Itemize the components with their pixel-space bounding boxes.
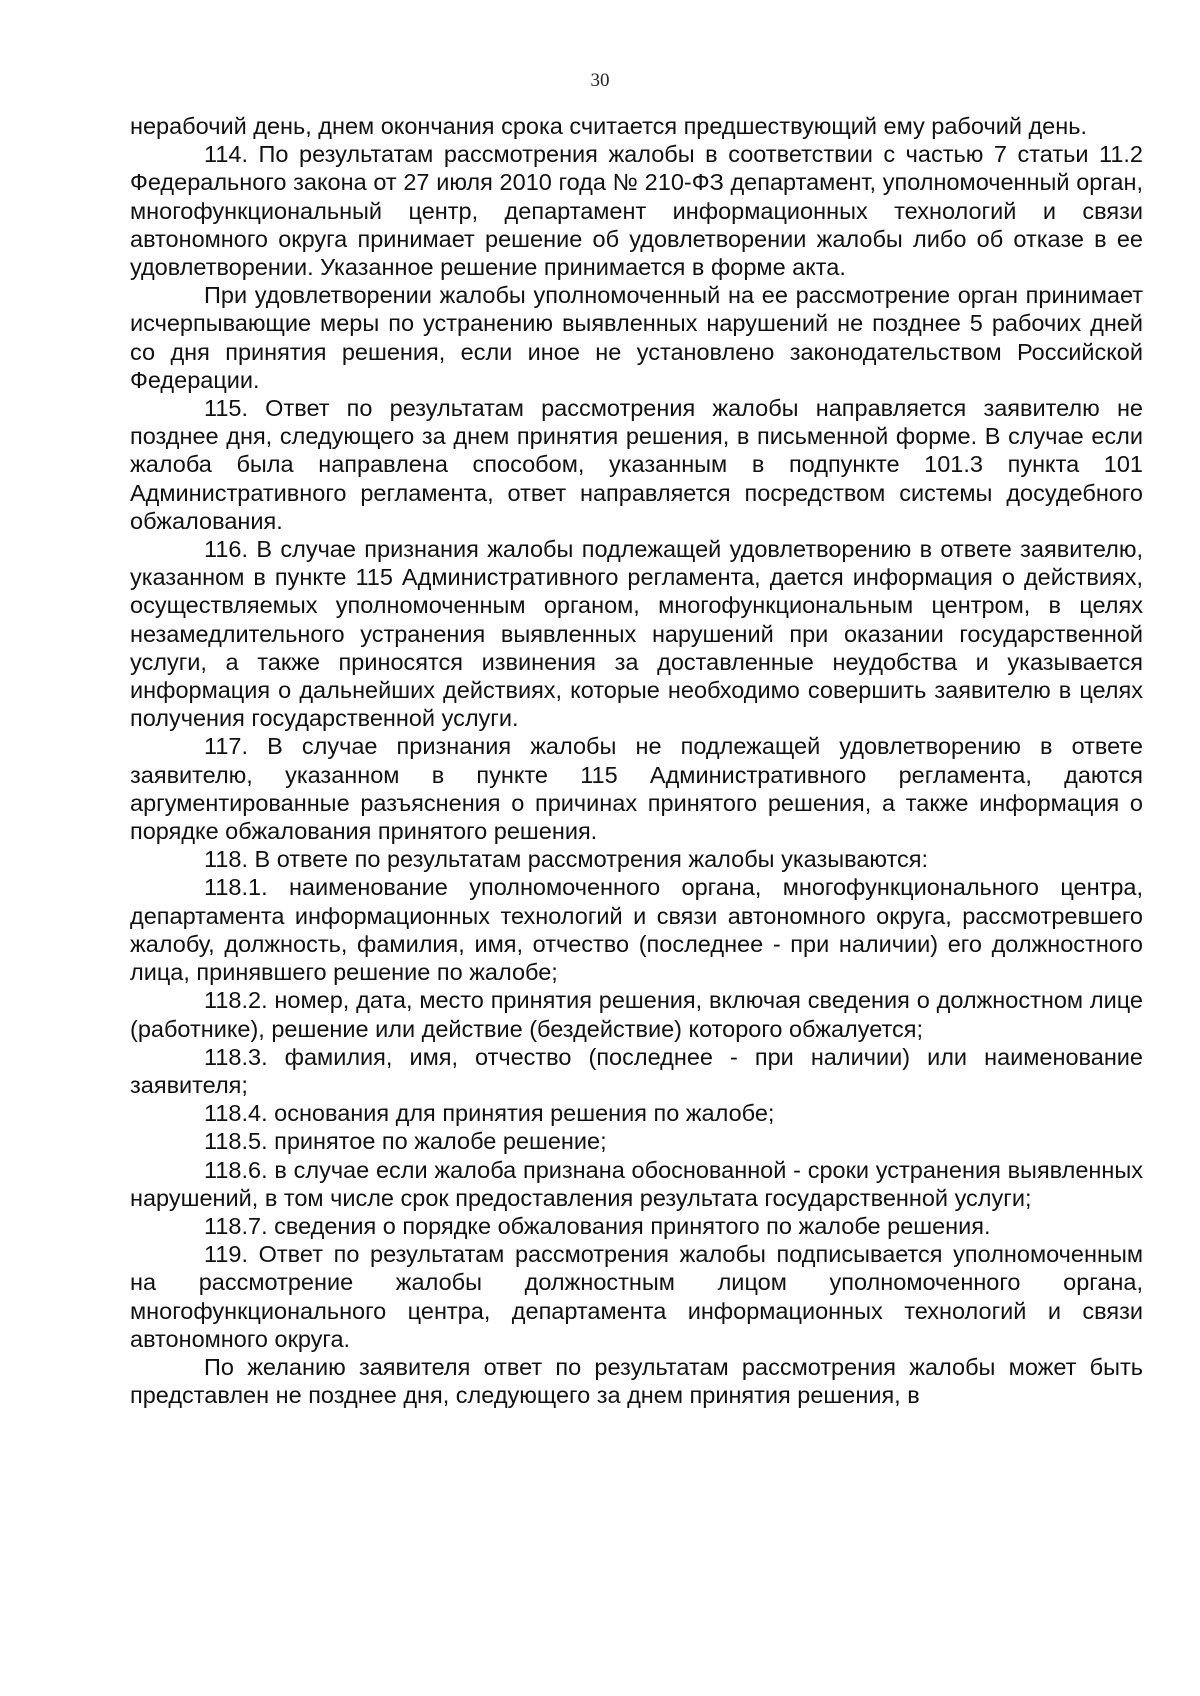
paragraph-114: 114. По результатам рассмотрения жалобы в соответствии с частью 7 статьи 11.2 Федерального закона от 27 июля 2010 года № 210-ФЗ департамент, уполномоченный орган, многофункциональный центр, департамент информационных технологий и связи автономного округа принимает решение об удовлетворении жалобы либо об отказе в ее удовлетворении. Указанное решение принимается в форме акта. bbox=[130, 141, 1143, 281]
paragraph-118-6: 118.6. в случае если жалоба признана обоснованной - сроки устранения выявленных нарушений, в том числе срок предоставления результата государственной услуги; bbox=[130, 1156, 1143, 1211]
paragraph-118-5: 118.5. принятое по жалобе решение; bbox=[204, 1128, 607, 1155]
paragraph-continuation: нерабочий день, днем окончания срока считается предшествующий ему рабочий день. bbox=[130, 113, 1088, 139]
paragraph-118: 118. В ответе по результатам рассмотрения жалобы указываются: bbox=[204, 846, 929, 873]
paragraph-118-3: 118.3. фамилия, имя, отчество (последнее - при наличии) или наименование заявителя; bbox=[130, 1043, 1143, 1098]
paragraph-116: 116. В случае признания жалобы подлежащей удовлетворению в ответе заявителю, указанном в пункте 115 Административного регламента, дается информация о действиях, осуществляемых уполномоченным органом, многофункциональным центром, в целях незамедлительного устранения выявленных нарушений при оказании государственной услуги, а также приносятся извинения за доставленные неудобства и указывается информация о дальнейших действиях, которые необходимо совершить заявителю в целях получения государственной услуги. bbox=[130, 536, 1143, 732]
paragraph-118-7: 118.7. сведения о порядке обжалования принятого по жалобе решения. bbox=[204, 1212, 991, 1239]
paragraph-118-2: 118.2. номер, дата, место принятия решения, включая сведения о должностном лице (работнике), решение или действие (бездействие) которого обжалуется; bbox=[130, 987, 1143, 1042]
paragraph-117: 117. В случае признания жалобы не подлежащей удовлетворению в ответе заявителю, указанном в пункте 115 Административного регламента, даются аргументированные разъяснения о причинах принятого решения, а также информация о порядке обжалования принятого решения. bbox=[130, 733, 1143, 845]
paragraph-118-4: 118.4. основания для принятия решения по жалобе; bbox=[204, 1100, 775, 1127]
paragraph-119: 119. Ответ по результатам рассмотрения жалобы подписывается уполномоченным на рассмотрение жалобы должностным лицом уполномоченного органа, многофункционального центра, департамента информационных технологий и связи автономного округа. bbox=[130, 1241, 1143, 1352]
paragraph-115: 115. Ответ по результатам рассмотрения жалобы направляется заявителю не позднее дня, следующего за днем принятия решения, в письменной форме. В случае если жалоба была направлена способом, указанным в подпункте 101.3 пункта 101 Административного регламента, ответ направляется посредством системы досудебного обжалования. bbox=[130, 395, 1143, 534]
paragraph-114-continued: При удовлетворении жалобы уполномоченный на ее рассмотрение орган принимает исчерпывающие меры по устранению выявленных нарушений не позднее 5 рабочих дней со дня принятия решения, если иное не установлено законодательством Российской Федерации. bbox=[130, 282, 1143, 393]
paragraph-119-continued: По желанию заявителя ответ по результатам рассмотрения жалобы может быть представлен не позднее дня, следующего за днем принятия решения, в bbox=[130, 1353, 1143, 1409]
page-number: 30 bbox=[590, 70, 610, 91]
document-body bbox=[130, 112, 1143, 1409]
paragraph-118-1: 118.1. наименование уполномоченного органа, многофункционального центра, департамента информационных технологий и связи автономного округа, рассмотревшего жалобу, должность, фамилия, имя, отчество (последнее - при наличии) его должностного лица, принявшего решение по жалобе; bbox=[130, 874, 1143, 986]
